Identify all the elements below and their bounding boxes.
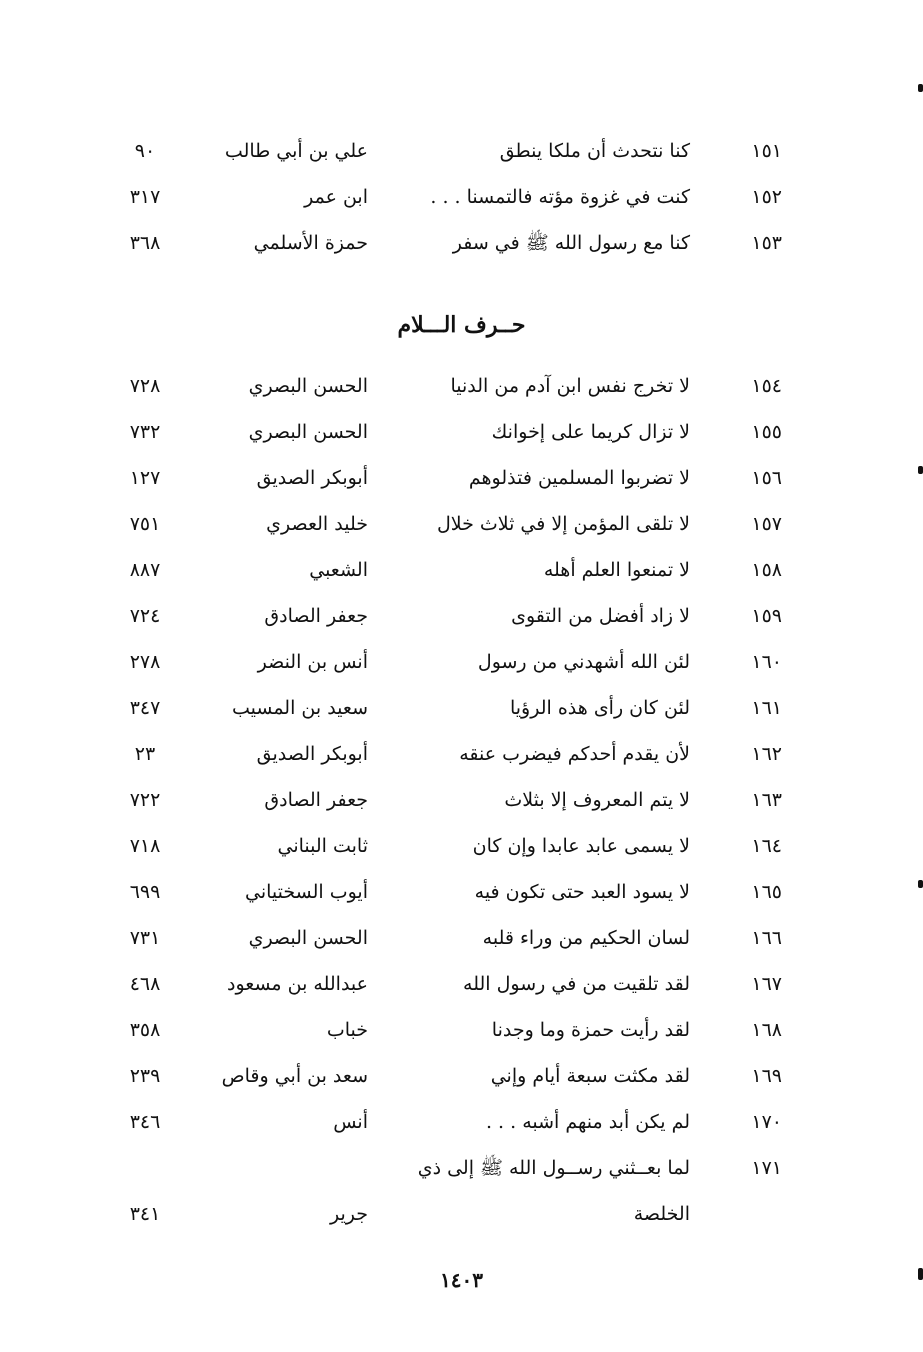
- entry-page: ٧٢٢: [129, 789, 161, 811]
- entry-page: ٨٨٧: [129, 559, 161, 581]
- table-row: [100, 639, 800, 685]
- entry-number: ١٦١: [751, 697, 782, 719]
- table-row: [100, 501, 800, 547]
- scan-edge-mark: [918, 84, 923, 92]
- entry-text: لما بعــثني رســول الله ﷺ إلى ذي: [417, 1157, 690, 1179]
- entry-text: لأن يقدم أحدكم فيضرب عنقه: [459, 743, 690, 765]
- table-row: [100, 777, 800, 823]
- entry-page: ٧١٨: [129, 835, 161, 857]
- entry-narrator: جعفر الصادق: [264, 605, 368, 627]
- entry-number: ١٥٣: [751, 232, 782, 254]
- index-block-lam: [100, 363, 800, 1237]
- entry-number: ١٥٧: [751, 513, 782, 535]
- table-row: [100, 593, 800, 639]
- scan-edge-mark: [918, 466, 923, 474]
- entry-narrator: سعيد بن المسيب: [231, 697, 368, 719]
- table-row: [100, 1053, 800, 1099]
- entry-page: ٩٠: [134, 140, 156, 162]
- table-row: [100, 1099, 800, 1145]
- entry-text: لا زاد أفضل من التقوى: [511, 605, 690, 627]
- entry-number: ١٥٨: [751, 559, 782, 581]
- table-row: [100, 869, 800, 915]
- entry-text: لقد رأيت حمزة وما وجدنا: [491, 1019, 690, 1041]
- entry-number: ١٥٥: [751, 421, 782, 443]
- entry-narrator: ثابت البناني: [277, 835, 368, 857]
- entry-page: ٧٣٢: [129, 421, 161, 443]
- index-block-kaf: [100, 128, 800, 266]
- entry-narrator: الحسن البصري: [248, 927, 368, 949]
- entry-number: ١٥٩: [751, 605, 782, 627]
- entry-page: ١٢٧: [129, 467, 161, 489]
- entry-text: لم يكن أبد منهم أشبه . . .: [485, 1111, 690, 1133]
- entry-narrator: جرير: [330, 1203, 368, 1225]
- entry-number: ١٦٦: [751, 927, 782, 949]
- entry-text: لئن كان رأى هذه الرؤيا: [509, 697, 690, 719]
- table-row: [100, 915, 800, 961]
- entry-page: ٣٤٧: [129, 697, 161, 719]
- entry-page: ٢٧٨: [129, 651, 161, 673]
- entry-text: الخلصة: [633, 1203, 690, 1225]
- entry-narrator: ابن عمر: [304, 186, 368, 208]
- entry-narrator: خليد العصري: [266, 513, 368, 535]
- entry-text: كنا مع رسول الله ﷺ في سفر: [452, 232, 690, 254]
- entry-narrator: أيوب السختياني: [245, 881, 368, 903]
- entry-page: ٤٦٨: [129, 973, 161, 995]
- entry-page: ٢٣: [134, 743, 156, 765]
- entry-narrator: الشعبي: [309, 559, 368, 581]
- table-row: [100, 731, 800, 777]
- entry-number: ١٦٣: [751, 789, 782, 811]
- scan-edge-mark: [918, 1268, 923, 1280]
- entry-page: ٧٣١: [129, 927, 161, 949]
- entry-page: ٣٥٨: [129, 1019, 161, 1041]
- table-row: [100, 961, 800, 1007]
- entry-text: كنت في غزوة مؤته فالتمسنا . . .: [430, 186, 690, 208]
- entry-text: لقد مكثت سبعة أيام وإني: [490, 1065, 690, 1087]
- table-row: [100, 1191, 800, 1237]
- entry-text: لقد تلقيت من في رسول الله: [463, 973, 690, 995]
- entry-text: لا يسود العبد حتى تكون فيه: [474, 881, 690, 903]
- entry-narrator: سعد بن أبي وقاص: [221, 1065, 368, 1087]
- entry-text: لا تخرج نفس ابن آدم من الدنيا: [450, 375, 690, 397]
- entry-number: ١٥١: [751, 140, 782, 162]
- entry-page: ٧٢٨: [129, 375, 161, 397]
- table-row: [100, 547, 800, 593]
- entry-text: لا تمنعوا العلم أهله: [543, 559, 690, 581]
- entry-number: ١٥٢: [751, 186, 782, 208]
- entry-narrator: أنس: [333, 1111, 368, 1133]
- entry-text: لا تضربوا المسلمين فتذلوهم: [468, 467, 690, 489]
- entry-narrator: الحسن البصري: [248, 375, 368, 397]
- entry-page: ٧٥١: [129, 513, 161, 535]
- entry-number: ١٥٦: [751, 467, 782, 489]
- entry-page: ٧٢٤: [129, 605, 161, 627]
- table-row: [100, 409, 800, 455]
- table-row: [100, 1145, 800, 1191]
- entry-number: ١٦٧: [751, 973, 782, 995]
- entry-narrator: أنس بن النضر: [257, 651, 368, 673]
- entry-text: لسان الحكيم من وراء قلبه: [482, 927, 690, 949]
- entry-number: ١٦٤: [751, 835, 782, 857]
- entry-page: ٣١٧: [129, 186, 161, 208]
- section-heading: حــرف الـــلام: [397, 312, 526, 338]
- entry-number: ١٥٤: [751, 375, 782, 397]
- table-row: [100, 220, 800, 266]
- table-row: [100, 455, 800, 501]
- entry-number: ١٧٠: [751, 1111, 782, 1133]
- entry-text: كنا نتحدث أن ملكا ينطق: [499, 140, 690, 162]
- entry-number: ١٦٨: [751, 1019, 782, 1041]
- table-row: [100, 823, 800, 869]
- entry-narrator: الحسن البصري: [248, 421, 368, 443]
- scan-edge-mark: [918, 880, 923, 888]
- entry-page: ٢٣٩: [129, 1065, 161, 1087]
- entry-page: ٣٦٨: [129, 232, 161, 254]
- entry-number: ١٧١: [751, 1157, 782, 1179]
- entry-page: ٣٤٦: [129, 1111, 161, 1133]
- entry-number: ١٦٥: [751, 881, 782, 903]
- entry-narrator: أبوبكر الصديق: [256, 743, 368, 765]
- entry-narrator: عبدالله بن مسعود: [227, 973, 368, 995]
- table-row: [100, 685, 800, 731]
- entry-text: لا يتم المعروف إلا بثلاث: [504, 789, 690, 811]
- entry-narrator: خباب: [326, 1019, 368, 1041]
- entry-number: ١٦٩: [751, 1065, 782, 1087]
- entry-text: لا تزال كريما على إخوانك: [491, 421, 690, 443]
- table-row: [100, 1007, 800, 1053]
- entry-number: ١٦٢: [751, 743, 782, 765]
- table-row: [100, 128, 800, 174]
- entry-page: ٣٤١: [129, 1203, 161, 1225]
- entry-narrator: علي بن أبي طالب: [224, 140, 368, 162]
- entry-page: ٦٩٩: [129, 881, 161, 903]
- entry-text: لئن الله أشهدني من رسول: [477, 651, 690, 673]
- table-row: [100, 363, 800, 409]
- entry-narrator: جعفر الصادق: [264, 789, 368, 811]
- entry-text: لا تلقى المؤمن إلا في ثلاث خلال: [436, 513, 690, 535]
- table-row: [100, 174, 800, 220]
- entry-number: ١٦٠: [751, 651, 782, 673]
- page-number: ١٤٠٣: [440, 1268, 483, 1292]
- entry-narrator: أبوبكر الصديق: [256, 467, 368, 489]
- entry-narrator: حمزة الأسلمي: [253, 232, 368, 254]
- entry-text: لا يسمى عابد عابدا وإن كان: [472, 835, 690, 857]
